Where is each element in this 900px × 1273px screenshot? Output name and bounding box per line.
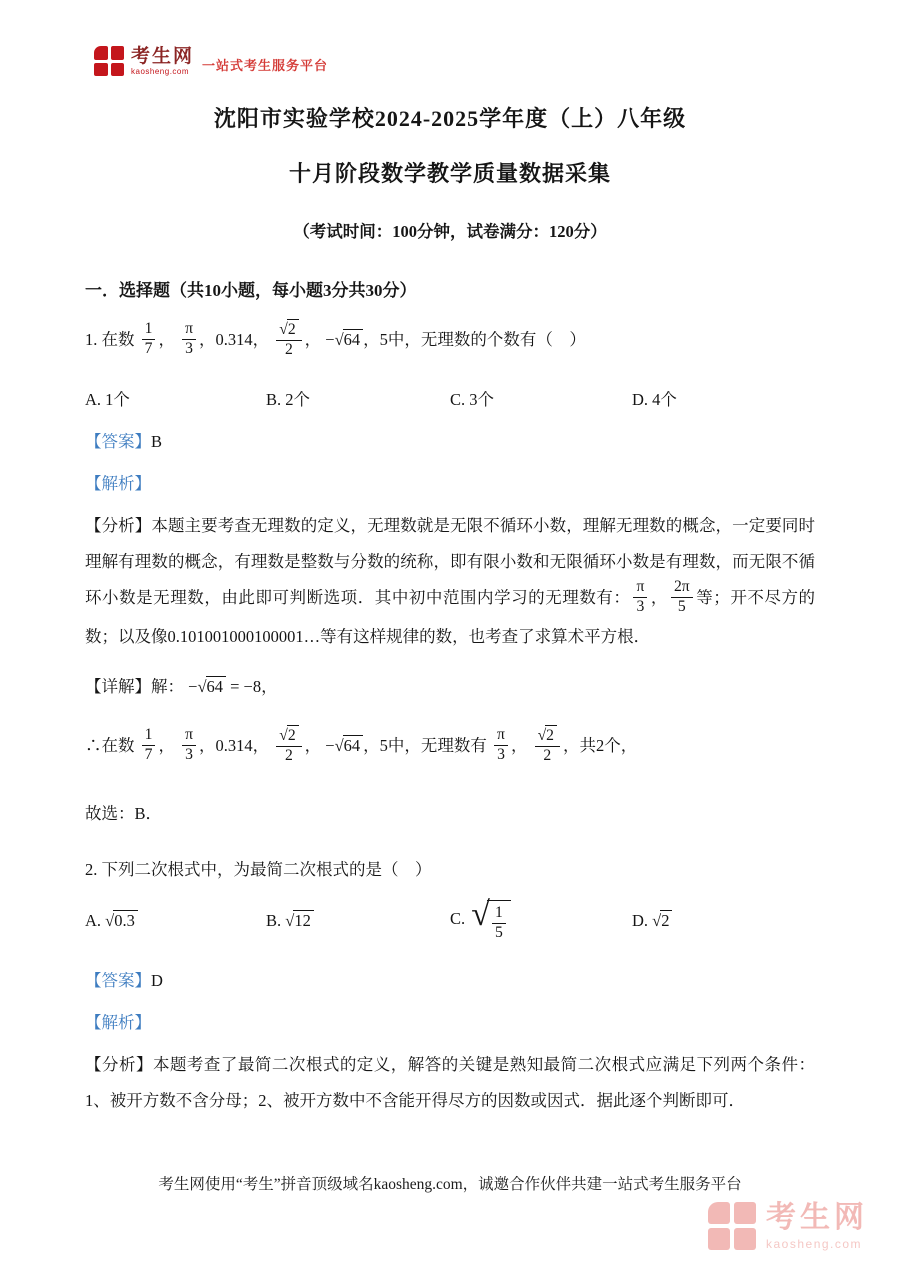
- sqrt-icon: √: [537, 727, 547, 745]
- q1-th-0314: ，0.314，: [198, 736, 270, 756]
- q1-analysis-text-1: 本题主要考查无理数的定义，无理数就是无限不循环小数，理解无理数的概念，一定要同时理解有理数的概念，有理数是整数与分数的统称，即有限小数和无限循环小数是有理数，而无限不循环小数是无理数，由此即可判断选项．其中初中范围内学习的无理数有：: [85, 515, 816, 608]
- exam-title-line2: 十月阶段数学教学质量数据采集: [288, 161, 611, 186]
- q2-answer-value: D: [151, 970, 163, 990]
- fraction-sqrt2-over-2: $\frac{√2}{2}$: [276, 319, 301, 360]
- sqrt-icon: √: [279, 321, 288, 338]
- q2-jiexi-line: [85, 1009, 815, 1033]
- section-heading: 一．选择题（共10小题，每小题3分共30分）: [85, 281, 417, 300]
- fraction-pi-over-3: $\frac{\pi}{3}$: [182, 726, 196, 765]
- q1-option-b: B. 2个: [266, 389, 311, 409]
- comma: ，: [158, 330, 175, 350]
- q1-analysis-paragraph: [85, 508, 815, 655]
- sqrt-0.3: √0.3: [105, 911, 138, 930]
- q1-option-a: A. 1个: [85, 389, 130, 409]
- sqrt-icon: √: [197, 677, 207, 697]
- negative-sqrt-64: −√64: [325, 330, 363, 349]
- q2-option-d: [632, 910, 815, 932]
- watermark-brand: 考生网: [766, 1200, 868, 1234]
- kaosheng-watermark-icon: [708, 1202, 756, 1250]
- fraction-1-over-7: $\frac{1}{7}$: [142, 726, 156, 765]
- q1-text-pre: 1. 在数: [85, 330, 135, 350]
- brand-tagline: 一站式考生服务平台: [202, 57, 329, 73]
- q2-option-d-label: D.: [632, 910, 649, 930]
- kaosheng-watermark: [708, 1202, 868, 1250]
- q2-option-b: [266, 910, 450, 932]
- sqrt-icon: √: [471, 896, 490, 934]
- question-2-stem: 2. 下列二次根式中，为最简二次根式的是（ ）: [85, 860, 432, 880]
- q1-th-tail: ，共2个，: [562, 736, 638, 756]
- brand-domain: kaosheng.com: [131, 66, 190, 76]
- comma: ，: [158, 736, 175, 756]
- q2-option-b-label: B.: [266, 910, 282, 930]
- q2-analysis-paragraph: [85, 1047, 815, 1120]
- fraction-1-over-7: $\frac{1}{7}$: [142, 320, 156, 359]
- minus-sign: −: [188, 677, 198, 697]
- comma: ，: [304, 736, 322, 756]
- q2-option-a-label: A.: [85, 910, 102, 930]
- q1-answer-line: [85, 428, 815, 452]
- sqrt-icon: √: [105, 910, 115, 930]
- question-1-stem: [85, 321, 815, 362]
- fenxi-label: 【分析】: [85, 1054, 153, 1074]
- brand-text-block: [131, 47, 194, 76]
- answer-label: 【答案】: [85, 431, 151, 451]
- fraction-sqrt2-over-2: $\frac{√2}{2}$: [276, 725, 301, 766]
- jiexi-label: 【解析】: [85, 473, 151, 493]
- comma: ，: [304, 330, 322, 350]
- q1-jiexi-line: [85, 470, 815, 494]
- fraction-sqrt2-over-2: $\frac{√2}{2}$: [535, 725, 560, 766]
- fraction-2pi-over-5: $\frac{2\pi}{5}$: [671, 578, 693, 617]
- negative-sqrt-64: −√64: [188, 677, 226, 696]
- q1-answer-value: B: [151, 431, 163, 451]
- fraction-pi-over-3: $\frac{\pi}{3}$: [633, 578, 647, 617]
- sqrt-icon: √: [652, 910, 662, 930]
- q1-conclusion: 故选：B．: [85, 803, 163, 823]
- q2-option-c: [450, 898, 632, 943]
- question-1-options: [85, 386, 815, 410]
- q2-option-a: [85, 910, 266, 932]
- q1-text-0314: ，0.314，: [198, 330, 270, 350]
- site-header: [0, 0, 900, 76]
- q1-option-d: D. 4个: [632, 389, 677, 409]
- sqrt-12: √12: [285, 911, 314, 930]
- kaosheng-logo-icon: [94, 46, 124, 76]
- sqrt-icon: √: [334, 736, 344, 756]
- q1-therefore-line: [85, 727, 815, 768]
- answer-label: 【答案】: [85, 970, 151, 990]
- brand-name: 考生网: [131, 45, 195, 67]
- q2-answer-line: [85, 967, 815, 991]
- watermark-domain: kaosheng.com: [766, 1236, 863, 1251]
- comma: ，: [510, 736, 528, 756]
- sqrt-icon: √: [285, 910, 295, 930]
- fraction-pi-over-3: $\frac{\pi}{3}$: [182, 320, 196, 359]
- q1-analysis-text-2: 等；开不尽方的数；以及像0.101001000100001…等有这样规律的数，也考查了求算术平方根．: [85, 588, 816, 646]
- q1-detail-line: [85, 669, 815, 705]
- q2-option-c-label: C.: [450, 909, 466, 929]
- q1-th-pre: ∴在数: [85, 736, 135, 756]
- exam-title-line1: 沈阳市实验学校2024-2025学年度（上）八年级: [213, 106, 687, 131]
- sqrt-icon: √: [334, 330, 344, 350]
- q1-th-mid: ，5中，无理数有: [363, 736, 487, 756]
- comma: ，: [650, 588, 668, 608]
- footer-text: 考生网使用“考生”拼音顶级域名kaosheng.com，诚邀合作伙伴共建一站式考生服务平台: [158, 1176, 742, 1193]
- fraction-1-over-5: $\frac{1}{5}$: [492, 904, 506, 943]
- q1-detail-pre: 解：: [151, 677, 184, 697]
- question-2-options: [85, 898, 815, 943]
- jiexi-label: 【解析】: [85, 1012, 151, 1032]
- fenxi-label: 【分析】: [85, 515, 152, 535]
- fraction-pi-over-3: $\frac{\pi}{3}$: [494, 726, 508, 765]
- xiangjie-label: 【详解】: [85, 677, 151, 697]
- negative-sqrt-64: −√64: [325, 736, 363, 755]
- q1-text-tail: ，5中，无理数的个数有（ ）: [363, 330, 586, 350]
- watermark-text-block: [766, 1200, 868, 1251]
- minus-sign: −: [325, 736, 335, 756]
- sqrt-icon: √: [279, 727, 288, 745]
- sqrt-of-1-over-5: [471, 898, 511, 943]
- q1-detail-eq: = −8，: [230, 677, 278, 697]
- exam-info: （考试时间：100分钟，试卷满分：120分）: [293, 222, 607, 241]
- sqrt-2: √2: [652, 911, 672, 930]
- q2-analysis-text: 本题考查了最简二次根式的定义，解答的关键是熟知最简二次根式应满足下列两个条件：1、被开方数不含分母；2、被开方数中不含能开得尽方的因数或因式．据此逐个判断即可．: [85, 1054, 816, 1111]
- minus-sign: −: [325, 330, 335, 350]
- q1-option-c: C. 3个: [450, 389, 495, 409]
